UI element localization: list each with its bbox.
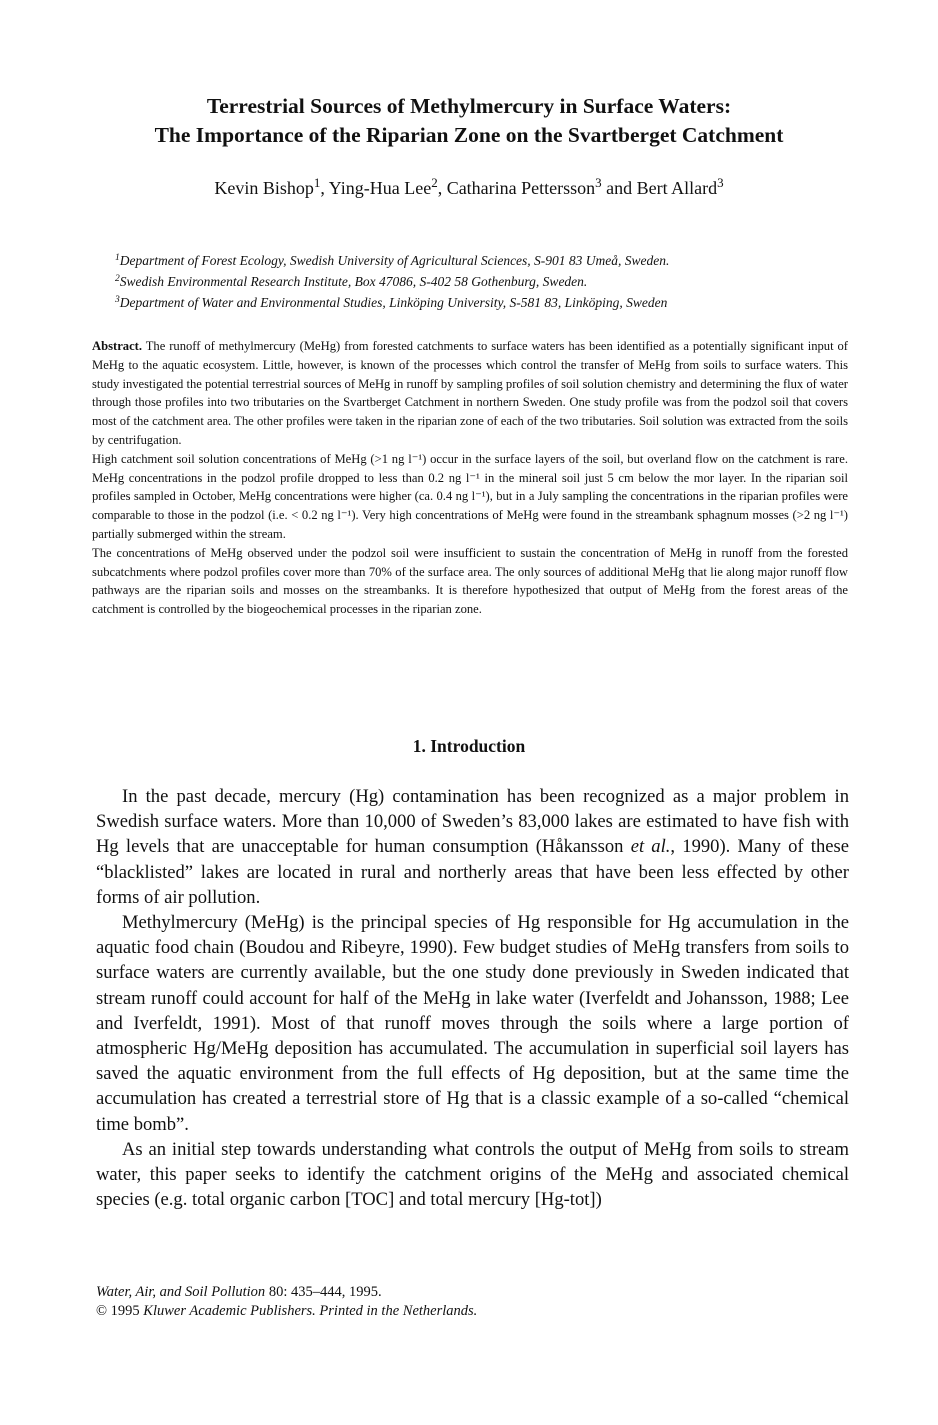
paper-title <box>60 92 878 150</box>
title-line-1: Terrestrial Sources of Methylmercury in Surface Waters: <box>206 94 732 118</box>
affiliation-1: $^1$Department of Forest Ecology, Swedish University of Agricultural Sciences, S-901 83 Umeå, Sweden. <box>115 253 670 268</box>
affiliation-3: $^3$Department of Water and Environmental Studies, Linköping University, S-581 83, Linköping, Sweden <box>115 295 668 310</box>
title-line-2: The Importance of the Riparian Zone on the Svartberget Catchment <box>154 123 784 147</box>
copyright-line: © 1995 Kluwer Academic Publishers. Printed in the Netherlands. <box>96 1303 478 1319</box>
abstract <box>92 337 848 619</box>
abstract-paragraph-2: High catchment soil solution concentrations of MeHg (>1 ng l⁻¹) occur in the surface layers of the soil, but overland flow on the catchment is rare. MeHg concentrations in the podzol profile dropped to less than 0.2 ng l⁻¹ in the mineral soil just 5 cm below the mor layer. In the riparian soil profiles sampled in October, MeHg concentrations were higher (ca. 0.4 ng l⁻¹), but in a July sampling the concentrations in the riparian profiles were comparable to those in the podzol (i.e. < 0.2 ng l⁻¹). Very high concentrations of MeHg were found in the streambank sphagnum mosses (>2 ng l⁻¹) partially submerged within the stream. <box>92 451 848 541</box>
abstract-label: Abstract. <box>92 339 143 353</box>
author-affiliation-mark: 3 <box>595 175 602 190</box>
page-footer <box>96 1283 849 1321</box>
author-affiliation-mark: 3 <box>717 175 724 190</box>
affiliations <box>115 250 835 313</box>
section-heading-introduction: 1. Introduction <box>412 736 526 756</box>
author-name: Kevin Bishop <box>214 178 314 198</box>
affiliation-2: $^2$Swedish Environmental Research Institute, Box 47086, S-402 58 Gothenburg, Sweden. <box>115 274 588 289</box>
intro-paragraph-3: As an initial step towards understanding what controls the output of MeHg from soils to stream water, this paper seeks to identify the catchment origins of the MeHg and associated chemical species (e.g. total organic carbon [TOC] and total mercury [Hg-tot]) <box>96 1138 849 1211</box>
author-name: Catharina Pettersson <box>446 178 596 198</box>
author-affiliation-mark: 2 <box>431 175 438 190</box>
author-affiliation-mark: 1 <box>313 175 321 190</box>
author-name: Bert Allard <box>636 178 718 198</box>
abstract-paragraph-3: The concentrations of MeHg observed under the podzol soil were insufficient to sustain the concentration of MeHg in runoff from the forested subcatchments where podzol profiles cover more than 70% of the surface area. The only sources of additional MeHg that lie along major runoff flow pathways are the riparian soils and mosses on the streambanks. It is therefore hypothesized that output of MeHg from the forest areas of the catchment is controlled by the biogeochemical processes in the riparian zone. <box>92 545 848 617</box>
abstract-paragraph-1: Abstract. The runoff of methylmercury (MeHg) from forested catchments to surface waters has been identified as a potentially significant input of MeHg to the aquatic ecosystem. Little, however, is known of the processes which control the transfer of MeHg from soils to surface waters. This study investigated the potential terrestrial sources of MeHg in runoff by sampling profiles of soil solution chemistry and determining the flux of water through those profiles into two tributaries on the Svartberget Catchment in northern Sweden. One study profile was from the podzol soil that covers most of the catchment area. The other profiles were taken in the riparian zone of each of the two tributaries. Soil solution was extracted from the soils by centrifugation. <box>92 339 848 447</box>
intro-paragraph-2: Methylmercury (MeHg) is the principal species of Hg responsible for Hg accumulation in the aquatic food chain (Boudou and Ribeyre, 1990). Few budget studies of MeHg transfers from soils to surface waters are currently available, but the one study done previously in Sweden indicated that stream runoff could account for half of the MeHg in lake water (Iverfeldt and Johansson, 1988; Lee and Iverfeldt, 1991). Most of that runoff moves through the soils where a large portion of atmospheric Hg/MeHg deposition has accumulated. The accumulation in superficial soil layers has saved the aquatic environment from the full effects of Hg deposition, but at the same time the accumulation has created a terrestrial store of Hg that is a classic example of a so-called “chemical time bomb”. <box>96 912 849 1135</box>
author-list: Kevin Bishop$^1$, Ying-Hua Lee$^2$, Catharina Pettersson$^3$ and Bert Allard$^3$ <box>214 175 724 198</box>
author-name: Ying-Hua Lee <box>328 178 432 198</box>
introduction-body <box>96 784 849 1212</box>
intro-paragraph-1: In the past decade, mercury (Hg) contamination has been recognized as a major problem in Swedish surface waters. More than 10,000 of Sweden’s 83,000 lakes are estimated to have fish with Hg levels that are unacceptable for human consumption (Håkansson et al., 1990). Many of these “blacklisted” lakes are located in rural and northerly areas that have been less effected by other forms of air pollution. <box>96 786 849 908</box>
journal-citation: Water, Air, and Soil Pollution 80: 435–444, 1995. <box>96 1284 382 1300</box>
